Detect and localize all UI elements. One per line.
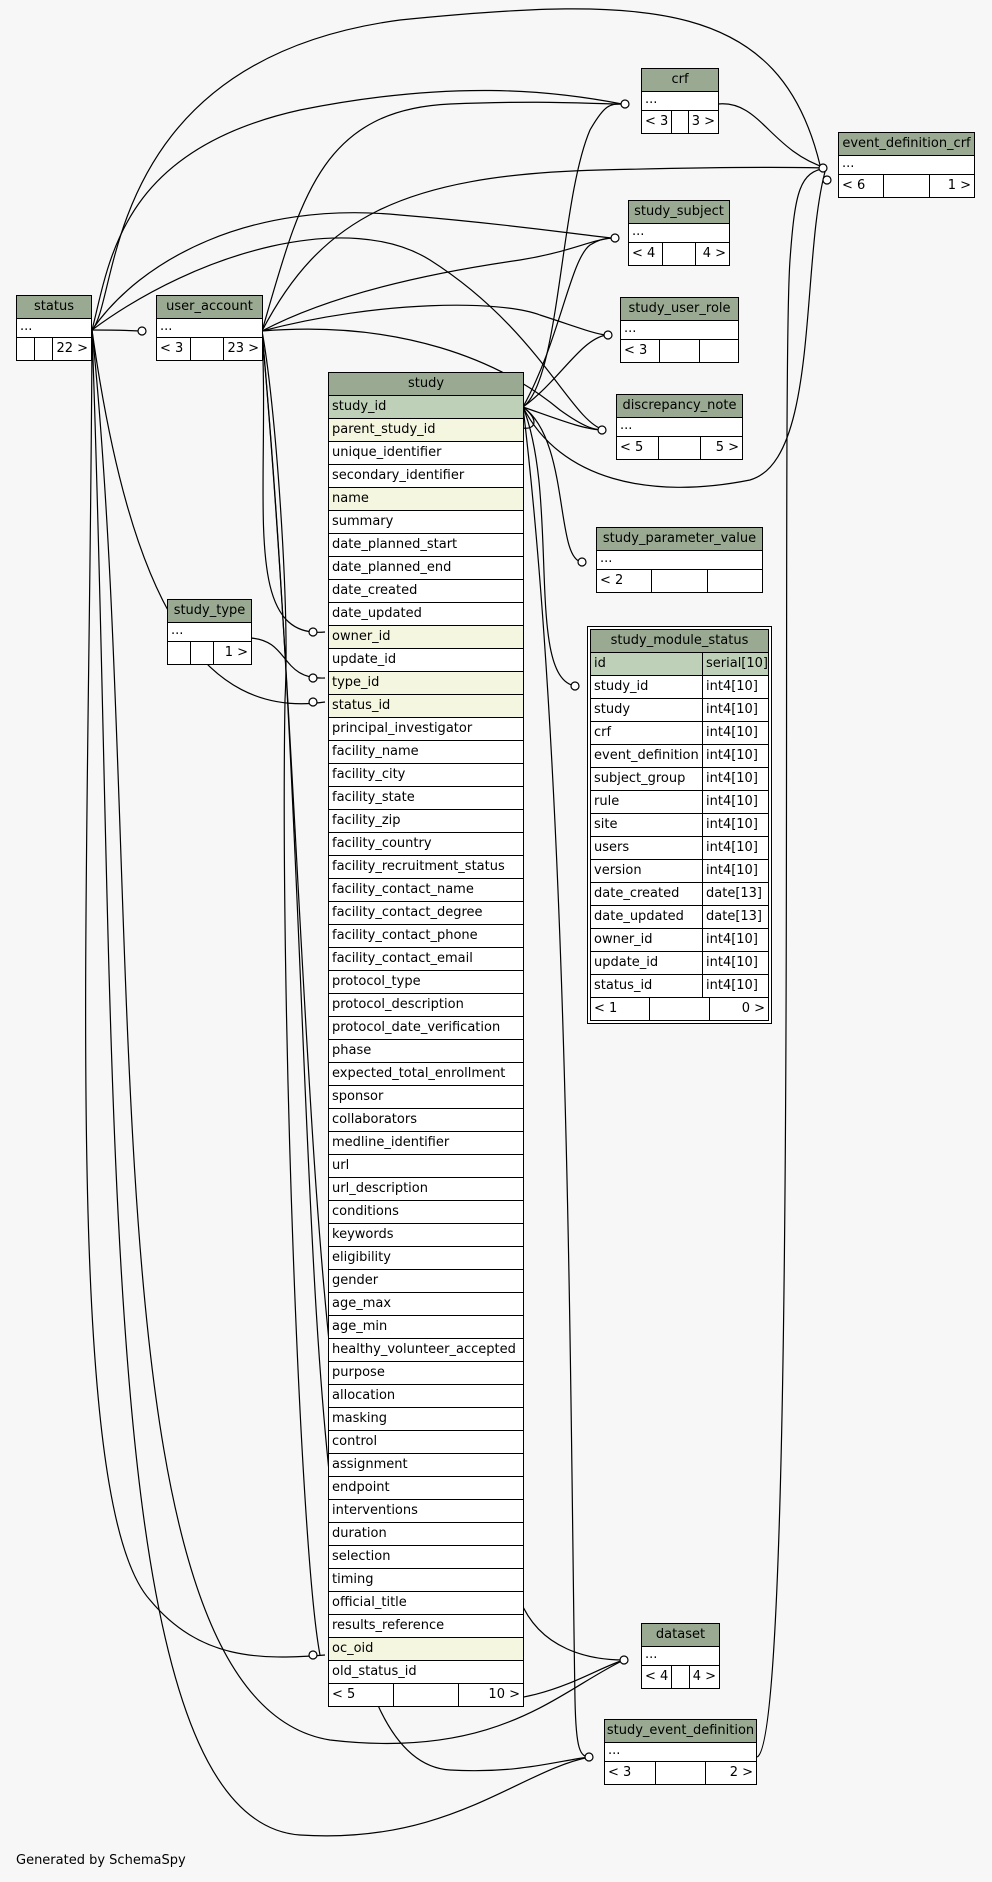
column-row[interactable]: facility_zip xyxy=(329,810,523,833)
parents-count[interactable]: < 2 xyxy=(597,570,652,592)
column-row[interactable]: date_updated xyxy=(329,603,523,626)
children-count[interactable]: 5 > xyxy=(715,440,739,455)
footer-spacer xyxy=(656,1762,707,1784)
children-count[interactable]: 1 > xyxy=(224,645,248,660)
table-title: crf xyxy=(642,69,718,92)
column-name: date_created xyxy=(591,883,703,905)
table-title: study_parameter_value xyxy=(597,528,762,551)
table-event_definition_crf[interactable] xyxy=(838,132,975,198)
children-count[interactable]: 2 > xyxy=(729,1765,754,1780)
column-row[interactable]: age_max xyxy=(329,1293,523,1316)
column-row[interactable]: date_planned_end xyxy=(329,557,523,580)
column-row[interactable]: facility_contact_phone xyxy=(329,925,523,948)
footer-spacer xyxy=(672,111,688,133)
edge-status-event_definition_crf xyxy=(92,9,820,330)
column-row[interactable]: update_id xyxy=(329,649,523,672)
footer-spacer xyxy=(650,998,709,1020)
table-study_subject[interactable] xyxy=(628,200,730,266)
footer-spacer xyxy=(663,243,697,265)
collapsed-columns: ... xyxy=(617,418,742,437)
footer-spacer xyxy=(191,642,214,664)
children-count[interactable] xyxy=(708,570,762,592)
edge-study-spv xyxy=(523,407,582,562)
column-name: date_updated xyxy=(591,906,703,928)
edge-crf-edc xyxy=(718,104,826,168)
table-title: status xyxy=(17,296,91,319)
column-row[interactable]: date_created xyxy=(329,580,523,603)
column-type: int4[10] xyxy=(706,702,758,717)
edge-user-event_definition_crf xyxy=(262,167,826,331)
table-footer xyxy=(617,437,742,459)
column-row[interactable]: conditions xyxy=(329,1201,523,1224)
footer-spacer xyxy=(660,340,699,362)
column-type: int4[10] xyxy=(706,978,758,993)
collapsed-columns: ... xyxy=(168,623,251,642)
column-row[interactable]: duration xyxy=(329,1523,523,1546)
column-row[interactable]: phase xyxy=(329,1040,523,1063)
edge-type-study xyxy=(250,638,325,678)
column-row[interactable]: protocol_date_verification xyxy=(329,1017,523,1040)
table-study_parameter_value[interactable] xyxy=(596,527,763,593)
column-row[interactable] xyxy=(591,952,768,975)
column-type: int4[10] xyxy=(706,863,758,878)
column-row[interactable]: keywords xyxy=(329,1224,523,1247)
table-footer xyxy=(168,642,251,664)
column-row[interactable]: facility_country xyxy=(329,833,523,856)
column-row[interactable] xyxy=(591,653,768,676)
table-footer xyxy=(17,338,91,360)
table-dataset[interactable] xyxy=(641,1623,720,1689)
column-row[interactable]: facility_recruitment_status xyxy=(329,856,523,879)
edge-status-old-status xyxy=(86,330,325,1657)
table-footer xyxy=(597,570,762,592)
column-name: version xyxy=(591,860,703,882)
column-type: int4[10] xyxy=(706,840,758,855)
column-name: rule xyxy=(591,791,703,813)
table-title: user_account xyxy=(157,296,262,319)
parents-count[interactable]: < 6 xyxy=(839,175,884,197)
column-row[interactable]: facility_name xyxy=(329,741,523,764)
column-row[interactable] xyxy=(591,929,768,952)
table-discrepancy_note[interactable] xyxy=(616,394,743,460)
column-row[interactable]: sponsor xyxy=(329,1086,523,1109)
column-type: date[13] xyxy=(706,909,762,924)
column-row[interactable] xyxy=(591,699,768,722)
table-title: study xyxy=(329,373,523,396)
edge-study-parent xyxy=(523,407,534,428)
children-count[interactable]: 10 > xyxy=(488,1687,520,1702)
column-type: int4[10] xyxy=(706,725,758,740)
sms-columns xyxy=(591,653,768,997)
column-row[interactable]: protocol_description xyxy=(329,994,523,1017)
column-row[interactable]: unique_identifier xyxy=(329,442,523,465)
edge-user-owner xyxy=(262,331,325,632)
column-name: site xyxy=(591,814,703,836)
column-row[interactable]: protocol_type xyxy=(329,971,523,994)
parents-count[interactable]: < 4 xyxy=(642,1666,672,1688)
table-title: study_type xyxy=(168,600,251,623)
table-title: discrepancy_note xyxy=(617,395,742,418)
column-row[interactable]: results_reference xyxy=(329,1615,523,1638)
table-crf[interactable] xyxy=(641,68,719,134)
column-row[interactable]: principal_investigator xyxy=(329,718,523,741)
footer-spacer xyxy=(394,1684,459,1706)
edge-study-crf xyxy=(523,104,622,407)
column-row[interactable]: type_id xyxy=(329,672,523,695)
table-footer xyxy=(621,340,738,362)
column-row[interactable]: date_planned_start xyxy=(329,534,523,557)
table-title: study_subject xyxy=(629,201,729,224)
collapsed-columns: ... xyxy=(621,321,738,340)
edge-study-sed xyxy=(523,407,590,1757)
column-name: users xyxy=(591,837,703,859)
table-footer xyxy=(157,338,262,360)
column-name: study xyxy=(591,699,703,721)
footer-spacer xyxy=(652,570,707,592)
column-name: crf xyxy=(591,722,703,744)
table-study_module_status[interactable] xyxy=(587,626,772,1024)
collapsed-columns: ... xyxy=(17,319,91,338)
children-count[interactable]: 23 > xyxy=(227,341,260,356)
column-row[interactable] xyxy=(591,860,768,883)
column-type: int4[10] xyxy=(706,932,758,947)
table-status[interactable] xyxy=(16,295,92,361)
edge-user-study-update xyxy=(262,331,320,1655)
table-study_user_role[interactable] xyxy=(620,297,739,363)
table-footer xyxy=(839,175,974,197)
table-footer xyxy=(629,243,729,265)
column-row[interactable]: owner_id xyxy=(329,626,523,649)
column-row[interactable]: study_id xyxy=(329,396,523,419)
column-row[interactable]: medline_identifier xyxy=(329,1132,523,1155)
children-count[interactable]: 4 > xyxy=(692,1669,716,1684)
column-row[interactable]: timing xyxy=(329,1569,523,1592)
collapsed-columns: ... xyxy=(605,1743,756,1762)
column-row[interactable] xyxy=(591,975,768,997)
footer-spacer xyxy=(672,1666,689,1688)
column-row[interactable]: facility_state xyxy=(329,787,523,810)
table-study_type[interactable] xyxy=(167,599,252,665)
children-count[interactable] xyxy=(700,340,738,362)
column-row[interactable]: healthy_volunteer_accepted xyxy=(329,1339,523,1362)
parents-count[interactable]: < 3 xyxy=(642,111,672,133)
column-row[interactable]: oc_oid xyxy=(329,1638,523,1661)
parents-count[interactable]: < 5 xyxy=(617,437,659,459)
edge-study-discrepancy xyxy=(523,407,604,430)
parents-count[interactable]: < 5 xyxy=(329,1684,394,1706)
edge-user-study_subject xyxy=(262,238,612,331)
table-footer xyxy=(642,111,718,133)
collapsed-columns: ... xyxy=(839,156,974,175)
parents-count[interactable] xyxy=(168,642,191,664)
children-count[interactable]: 3 > xyxy=(691,114,715,129)
table-footer xyxy=(605,1762,756,1784)
column-row[interactable]: endpoint xyxy=(329,1477,523,1500)
parents-count[interactable]: < 3 xyxy=(621,340,660,362)
column-row[interactable] xyxy=(591,722,768,745)
table-title: study_module_status xyxy=(591,630,768,653)
column-row[interactable] xyxy=(591,768,768,791)
column-type: int4[10] xyxy=(706,955,758,970)
column-row[interactable]: selection xyxy=(329,1546,523,1569)
column-name: id xyxy=(591,653,703,675)
table-footer xyxy=(642,1666,719,1688)
column-row[interactable] xyxy=(591,837,768,860)
column-type: int4[10] xyxy=(706,771,758,786)
column-row[interactable]: url_description xyxy=(329,1178,523,1201)
column-row[interactable]: interventions xyxy=(329,1500,523,1523)
column-row[interactable]: assignment xyxy=(329,1454,523,1477)
edge-study-study_subject xyxy=(523,238,612,407)
column-row[interactable]: collaborators xyxy=(329,1109,523,1132)
column-name: status_id xyxy=(591,975,703,997)
column-type: date[13] xyxy=(706,886,762,901)
column-row[interactable]: old_status_id xyxy=(332,1664,417,1679)
column-type: int4[10] xyxy=(706,794,758,809)
collapsed-columns: ... xyxy=(642,92,718,111)
column-row[interactable]: control xyxy=(329,1431,523,1454)
parents-count[interactable]: < 1 xyxy=(591,998,650,1020)
column-type: int4[10] xyxy=(706,748,758,763)
footer-spacer xyxy=(884,175,929,197)
children-count[interactable]: 22 > xyxy=(56,341,89,356)
parents-count[interactable] xyxy=(17,338,35,360)
edge-status-user_account xyxy=(92,330,140,331)
column-row[interactable] xyxy=(591,814,768,837)
parents-count[interactable]: < 3 xyxy=(157,338,191,360)
column-row[interactable]: facility_contact_email xyxy=(329,948,523,971)
column-row[interactable] xyxy=(591,906,768,929)
table-study[interactable] xyxy=(328,372,524,1707)
collapsed-columns: ... xyxy=(157,319,262,338)
column-row[interactable]: purpose xyxy=(329,1362,523,1385)
column-row[interactable]: secondary_identifier xyxy=(329,465,523,488)
collapsed-columns: ... xyxy=(629,224,729,243)
column-row[interactable] xyxy=(591,883,768,906)
column-name: event_definition xyxy=(591,745,703,767)
column-type: int4[10] xyxy=(706,817,758,832)
column-row[interactable]: status_id xyxy=(329,695,523,718)
collapsed-columns: ... xyxy=(597,551,762,570)
table-title: study_event_definition xyxy=(605,1720,756,1743)
table-user_account[interactable] xyxy=(156,295,263,361)
column-row[interactable]: expected_total_enrollment xyxy=(329,1063,523,1086)
edge-study-study_user_role xyxy=(523,335,606,407)
column-row[interactable] xyxy=(591,791,768,814)
column-name: study_id xyxy=(591,676,703,698)
table-title: dataset xyxy=(642,1624,719,1647)
children-count[interactable]: 1 > xyxy=(947,178,971,193)
parents-count[interactable]: < 3 xyxy=(605,1762,656,1784)
column-row[interactable]: eligibility xyxy=(329,1247,523,1270)
column-type: serial[10] xyxy=(706,656,768,671)
study-columns xyxy=(329,396,523,1683)
column-row[interactable]: parent_study_id xyxy=(329,419,523,442)
footer-spacer xyxy=(35,338,53,360)
table-footer xyxy=(591,997,768,1020)
column-row[interactable] xyxy=(591,745,768,768)
collapsed-columns: ... xyxy=(642,1647,719,1666)
column-row[interactable]: facility_contact_name xyxy=(329,879,523,902)
table-study_event_definition[interactable] xyxy=(604,1719,757,1785)
table-footer xyxy=(329,1683,523,1706)
parents-count[interactable]: < 4 xyxy=(629,243,663,265)
edge-user-study_user_role xyxy=(262,305,606,335)
column-row[interactable]: masking xyxy=(329,1408,523,1431)
column-row[interactable]: official_title xyxy=(329,1592,523,1615)
column-row[interactable]: allocation xyxy=(329,1385,523,1408)
children-count[interactable]: 0 > xyxy=(741,1001,765,1016)
column-row[interactable] xyxy=(591,676,768,699)
table-title: event_definition_crf xyxy=(839,133,974,156)
children-count[interactable]: 4 > xyxy=(702,246,727,261)
footer-spacer xyxy=(659,437,701,459)
column-row[interactable]: url xyxy=(329,1155,523,1178)
column-type: int4[10] xyxy=(706,679,758,694)
column-row[interactable]: summary xyxy=(329,511,523,534)
column-row[interactable]: facility_city xyxy=(329,764,523,787)
column-row[interactable]: age_min xyxy=(329,1316,523,1339)
edge-study-sms xyxy=(523,407,576,686)
footer-spacer xyxy=(191,338,225,360)
generated-by-label: Generated by SchemaSpy xyxy=(16,1853,186,1868)
column-row[interactable]: gender xyxy=(329,1270,523,1293)
column-row[interactable]: facility_contact_degree xyxy=(329,902,523,925)
column-name: update_id xyxy=(591,952,703,974)
column-row[interactable]: name xyxy=(329,488,523,511)
table-title: study_user_role xyxy=(621,298,738,321)
column-name: subject_group xyxy=(591,768,703,790)
column-name: owner_id xyxy=(591,929,703,951)
edge-user-crf xyxy=(262,102,622,331)
